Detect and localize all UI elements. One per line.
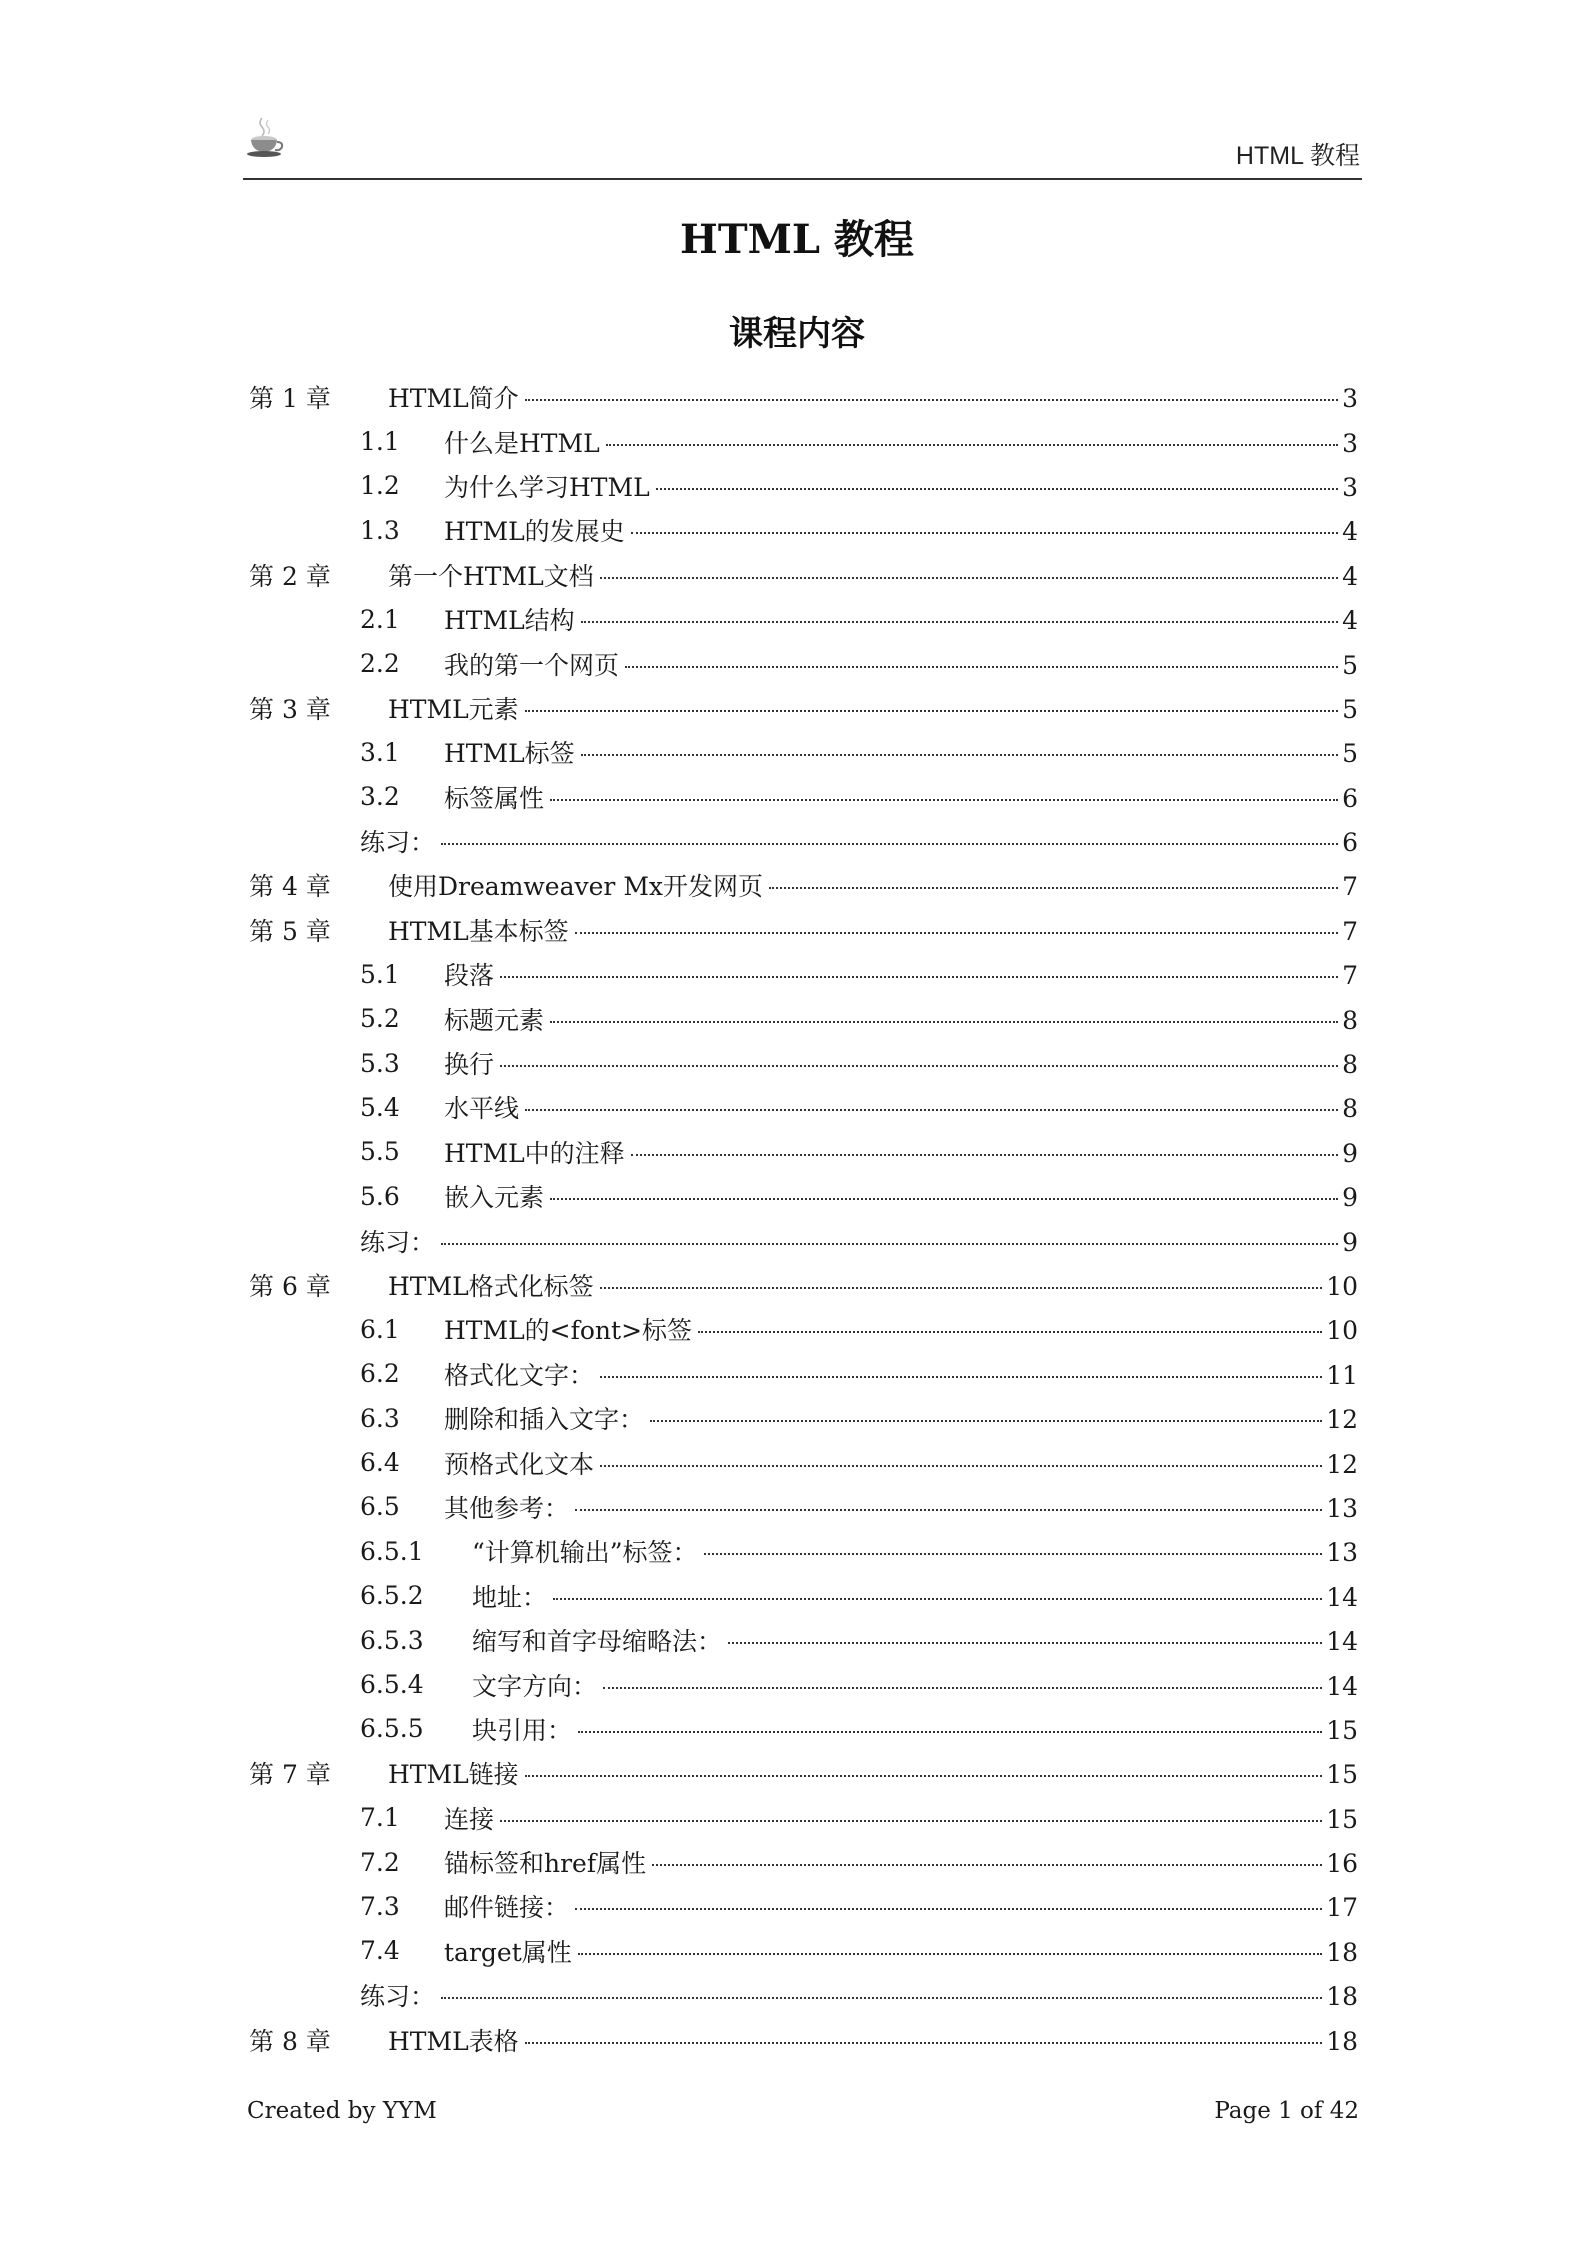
dot-leader bbox=[441, 1997, 1322, 1999]
dot-leader bbox=[550, 1021, 1338, 1023]
toc-entry-line bbox=[444, 1311, 1358, 1347]
toc-entry-page: 8 bbox=[1342, 1094, 1358, 1124]
dot-leader bbox=[603, 1687, 1322, 1689]
toc-entry-page: 14 bbox=[1326, 1582, 1358, 1612]
toc-entry-page: 6 bbox=[1342, 783, 1358, 813]
toc-entry-line bbox=[388, 557, 1358, 593]
toc-section-entry[interactable] bbox=[0, 1085, 1594, 1129]
toc-entry-number: 7.3 bbox=[360, 1891, 400, 1921]
dot-leader bbox=[575, 1908, 1322, 1910]
toc-entry-page: 7 bbox=[1342, 961, 1358, 991]
toc-entry-line bbox=[444, 601, 1358, 637]
toc-entry-line bbox=[444, 1844, 1358, 1880]
dot-leader bbox=[769, 887, 1338, 889]
toc-section-entry[interactable] bbox=[0, 1174, 1594, 1218]
dot-leader bbox=[578, 1731, 1322, 1733]
toc-section-entry[interactable] bbox=[0, 1440, 1594, 1484]
toc-entry-title: 练习： bbox=[360, 828, 436, 858]
toc-section-entry[interactable] bbox=[0, 508, 1594, 552]
toc-chapter-entry[interactable] bbox=[0, 908, 1594, 952]
footer-page-number: Page 1 of 42 bbox=[1214, 2098, 1359, 2124]
toc-entry-title: 标题元素 bbox=[444, 1005, 545, 1035]
toc-entry-number: 5.6 bbox=[360, 1181, 400, 1211]
toc-entry-line bbox=[388, 867, 1358, 903]
dot-leader bbox=[704, 1553, 1323, 1555]
toc-entry-page: 5 bbox=[1342, 739, 1358, 769]
toc-section-entry[interactable] bbox=[0, 996, 1594, 1040]
toc-entry-number: 第 4 章 bbox=[249, 872, 331, 902]
toc-entry-page: 3 bbox=[1342, 428, 1358, 458]
dot-leader bbox=[441, 1243, 1338, 1245]
dot-leader bbox=[606, 444, 1338, 446]
toc-chapter-entry[interactable] bbox=[0, 863, 1594, 907]
toc-entry-title: 什么是HTML bbox=[444, 428, 600, 458]
toc-chapter-entry[interactable] bbox=[0, 1263, 1594, 1307]
dot-leader bbox=[631, 532, 1338, 534]
toc-entry-title: 预格式化文本 bbox=[444, 1449, 595, 1479]
toc-chapter-entry[interactable] bbox=[0, 686, 1594, 730]
toc-entry-number: 5.3 bbox=[360, 1048, 400, 1078]
toc-section-entry[interactable] bbox=[0, 1130, 1594, 1174]
dot-leader bbox=[600, 1376, 1322, 1378]
toc-entry-title: HTML链接 bbox=[388, 1760, 519, 1790]
toc-entry-title: 文字方向： bbox=[472, 1671, 598, 1701]
toc-entry-page: 12 bbox=[1326, 1449, 1358, 1479]
toc-entry-line bbox=[444, 646, 1358, 682]
dot-leader bbox=[441, 843, 1338, 845]
toc-chapter-entry[interactable] bbox=[0, 2017, 1594, 2061]
toc-entry-number: 3.1 bbox=[360, 737, 400, 767]
toc-entry-number: 1.2 bbox=[360, 471, 400, 501]
dot-leader bbox=[631, 1154, 1338, 1156]
toc-section-entry[interactable] bbox=[0, 730, 1594, 774]
toc-entry-page: 4 bbox=[1342, 606, 1358, 636]
toc-section-entry[interactable] bbox=[0, 1929, 1594, 1973]
toc-chapter-entry[interactable] bbox=[0, 1751, 1594, 1795]
toc-entry-line bbox=[444, 1933, 1358, 1969]
toc-entry-number: 6.5.2 bbox=[360, 1581, 424, 1611]
toc-subsubsection-entry[interactable] bbox=[0, 1707, 1594, 1751]
toc-entry-page: 18 bbox=[1326, 1937, 1358, 1967]
toc-entry-number: 6.5.3 bbox=[360, 1625, 424, 1655]
toc-entry-page: 15 bbox=[1326, 1760, 1358, 1790]
table-of-contents bbox=[0, 375, 1594, 2062]
toc-entry-title: HTML标签 bbox=[444, 739, 575, 769]
toc-entry-number: 2.2 bbox=[360, 649, 400, 679]
dot-leader bbox=[600, 1287, 1323, 1289]
header-rule bbox=[243, 178, 1362, 180]
toc-entry-title: 水平线 bbox=[444, 1094, 520, 1124]
toc-entry-line bbox=[388, 1267, 1358, 1303]
toc-entry-number: 5.5 bbox=[360, 1137, 400, 1167]
toc-entry-line bbox=[472, 1667, 1358, 1703]
dot-leader bbox=[575, 932, 1338, 934]
toc-entry-title: 嵌入元素 bbox=[444, 1183, 545, 1213]
dot-leader bbox=[575, 1509, 1322, 1511]
toc-entry-line bbox=[388, 379, 1358, 415]
toc-entry-title: “计算机输出”标签： bbox=[472, 1538, 698, 1568]
toc-entry-line bbox=[472, 1711, 1358, 1747]
dot-leader bbox=[525, 399, 1338, 401]
toc-entry-line bbox=[444, 1489, 1358, 1525]
toc-entry-number: 第 2 章 bbox=[249, 561, 331, 591]
dot-leader bbox=[656, 488, 1338, 490]
toc-entry-title: 缩写和首字母缩略法： bbox=[472, 1627, 723, 1657]
dot-leader bbox=[652, 1864, 1322, 1866]
toc-entry-line bbox=[388, 690, 1358, 726]
toc-section-entry[interactable] bbox=[0, 1840, 1594, 1884]
toc-entry-page: 11 bbox=[1326, 1360, 1358, 1390]
toc-entry-title: HTML表格 bbox=[388, 2026, 519, 2056]
toc-entry-line bbox=[444, 512, 1358, 548]
toc-entry-line bbox=[444, 1445, 1358, 1481]
toc-entry-line bbox=[472, 1578, 1358, 1614]
toc-entry-title: 换行 bbox=[444, 1050, 495, 1080]
toc-entry-number: 5.4 bbox=[360, 1092, 400, 1122]
toc-entry-line bbox=[360, 823, 1358, 859]
toc-entry-page: 14 bbox=[1326, 1627, 1358, 1657]
toc-entry-page: 15 bbox=[1326, 1715, 1358, 1745]
dot-leader bbox=[581, 621, 1338, 623]
toc-entry-number: 第 6 章 bbox=[249, 1272, 331, 1301]
toc-entry-number: 7.4 bbox=[360, 1936, 400, 1966]
toc-entry-page: 13 bbox=[1326, 1493, 1358, 1523]
toc-entry-number: 1.1 bbox=[360, 427, 400, 457]
toc-entry-line bbox=[444, 779, 1358, 815]
dot-leader bbox=[578, 1953, 1322, 1955]
toc-entry-number: 6.5.1 bbox=[360, 1536, 424, 1566]
toc-entry-title: HTML中的注释 bbox=[444, 1138, 625, 1168]
toc-entry-line bbox=[388, 1755, 1358, 1791]
document-title: HTML 教程 bbox=[680, 216, 914, 263]
toc-section-entry[interactable] bbox=[0, 1041, 1594, 1085]
dot-leader bbox=[600, 1465, 1322, 1467]
toc-exercise-entry[interactable] bbox=[0, 819, 1594, 863]
toc-entry-title: 块引用： bbox=[472, 1715, 573, 1745]
toc-section-entry[interactable] bbox=[0, 952, 1594, 996]
toc-entry-page: 15 bbox=[1326, 1804, 1358, 1834]
dot-leader bbox=[698, 1331, 1322, 1333]
toc-section-entry[interactable] bbox=[0, 1884, 1594, 1928]
toc-entry-number: 5.2 bbox=[360, 1004, 400, 1034]
toc-entry-line bbox=[444, 1178, 1358, 1214]
toc-entry-line bbox=[444, 1800, 1358, 1836]
dot-leader bbox=[650, 1420, 1322, 1422]
toc-entry-page: 13 bbox=[1326, 1538, 1358, 1568]
toc-entry-title: 地址： bbox=[472, 1582, 548, 1612]
toc-entry-page: 18 bbox=[1326, 1982, 1358, 2012]
toc-entry-title: target属性 bbox=[444, 1937, 572, 1967]
toc-entry-number: 6.2 bbox=[360, 1359, 400, 1389]
toc-section-entry[interactable] bbox=[0, 597, 1594, 641]
toc-entry-title: 邮件链接： bbox=[444, 1893, 570, 1923]
dot-leader bbox=[550, 1198, 1338, 1200]
toc-entry-number: 6.5.4 bbox=[360, 1670, 424, 1700]
toc-section-entry[interactable] bbox=[0, 464, 1594, 508]
toc-entry-title: 格式化文字： bbox=[444, 1360, 595, 1390]
toc-entry-line bbox=[388, 2022, 1358, 2058]
toc-entry-line bbox=[444, 956, 1358, 992]
toc-entry-number: 第 1 章 bbox=[249, 384, 331, 414]
toc-entry-number: 5.1 bbox=[360, 959, 400, 989]
teacup-logo-icon bbox=[244, 116, 284, 158]
toc-entry-page: 5 bbox=[1342, 694, 1358, 724]
toc-entry-page: 4 bbox=[1342, 561, 1358, 591]
toc-entry-number: 第 7 章 bbox=[249, 1760, 331, 1790]
toc-entry-title: HTML格式化标签 bbox=[388, 1272, 594, 1301]
dot-leader bbox=[500, 976, 1338, 978]
toc-entry-line bbox=[388, 912, 1358, 948]
toc-entry-page: 9 bbox=[1342, 1183, 1358, 1213]
toc-chapter-entry[interactable] bbox=[0, 553, 1594, 597]
toc-entry-number: 7.1 bbox=[360, 1803, 400, 1833]
toc-entry-title: 为什么学习HTML bbox=[444, 472, 650, 502]
toc-entry-line bbox=[472, 1622, 1358, 1658]
dot-leader bbox=[500, 1820, 1322, 1822]
toc-entry-page: 10 bbox=[1326, 1272, 1358, 1301]
toc-entry-page: 3 bbox=[1342, 384, 1358, 414]
toc-entry-title: HTML简介 bbox=[388, 384, 519, 414]
dot-leader bbox=[625, 666, 1338, 668]
toc-section-entry[interactable] bbox=[0, 775, 1594, 819]
dot-leader bbox=[525, 710, 1338, 712]
toc-entry-page: 18 bbox=[1326, 2026, 1358, 2056]
toc-entry-line bbox=[444, 1045, 1358, 1081]
toc-entry-line bbox=[472, 1533, 1358, 1569]
dot-leader bbox=[600, 577, 1338, 579]
toc-entry-number: 1.3 bbox=[360, 515, 400, 545]
toc-section-entry[interactable] bbox=[0, 1485, 1594, 1529]
running-header-title: HTML 教程 bbox=[1235, 142, 1360, 170]
dot-leader bbox=[525, 1775, 1323, 1777]
toc-entry-number: 第 5 章 bbox=[249, 916, 331, 946]
toc-section-entry[interactable] bbox=[0, 641, 1594, 685]
toc-entry-line bbox=[444, 1356, 1358, 1392]
toc-entry-title: 使用Dreamweaver Mx开发网页 bbox=[388, 872, 764, 902]
toc-section-entry[interactable] bbox=[0, 1307, 1594, 1351]
toc-entry-page: 3 bbox=[1342, 472, 1358, 502]
toc-entry-number: 6.5.5 bbox=[360, 1714, 424, 1744]
toc-entry-title: 删除和插入文字： bbox=[444, 1405, 645, 1435]
dot-leader bbox=[550, 799, 1338, 801]
dot-leader bbox=[728, 1642, 1322, 1644]
toc-subsubsection-entry[interactable] bbox=[0, 1529, 1594, 1573]
toc-section-entry[interactable] bbox=[0, 1796, 1594, 1840]
toc-section-entry[interactable] bbox=[0, 1396, 1594, 1440]
dot-leader bbox=[581, 754, 1338, 756]
toc-entry-number: 7.2 bbox=[360, 1847, 400, 1877]
toc-entry-page: 6 bbox=[1342, 828, 1358, 858]
toc-entry-number: 第 8 章 bbox=[249, 2026, 331, 2056]
dot-leader bbox=[500, 1065, 1338, 1067]
toc-entry-title: HTML结构 bbox=[444, 606, 575, 636]
toc-entry-line bbox=[360, 1977, 1358, 2013]
toc-entry-page: 4 bbox=[1342, 517, 1358, 547]
toc-entry-title: 练习： bbox=[360, 1982, 436, 2012]
toc-entry-page: 10 bbox=[1326, 1316, 1358, 1346]
toc-entry-number: 3.2 bbox=[360, 782, 400, 812]
dot-leader bbox=[553, 1598, 1322, 1600]
toc-entry-line bbox=[444, 1001, 1358, 1037]
toc-entry-page: 9 bbox=[1342, 1138, 1358, 1168]
toc-entry-title: HTML元素 bbox=[388, 694, 519, 724]
toc-entry-page: 7 bbox=[1342, 916, 1358, 946]
toc-entry-title: 练习： bbox=[360, 1227, 436, 1257]
dot-leader bbox=[525, 1109, 1338, 1111]
toc-entry-line bbox=[444, 1400, 1358, 1436]
toc-entry-number: 6.1 bbox=[360, 1314, 400, 1344]
toc-entry-line bbox=[444, 1089, 1358, 1125]
toc-entry-number: 2.1 bbox=[360, 604, 400, 634]
toc-entry-title: HTML基本标签 bbox=[388, 916, 569, 946]
toc-entry-number: 第 3 章 bbox=[249, 694, 331, 724]
toc-subsubsection-entry[interactable] bbox=[0, 1662, 1594, 1706]
toc-entry-number: 6.5 bbox=[360, 1492, 400, 1522]
toc-entry-page: 14 bbox=[1326, 1671, 1358, 1701]
toc-entry-title: 段落 bbox=[444, 961, 495, 991]
toc-entry-page: 16 bbox=[1326, 1849, 1358, 1879]
toc-exercise-entry[interactable] bbox=[0, 1218, 1594, 1262]
toc-entry-title: 连接 bbox=[444, 1804, 495, 1834]
toc-entry-page: 12 bbox=[1326, 1405, 1358, 1435]
toc-section-entry[interactable] bbox=[0, 419, 1594, 463]
toc-entry-title: 其他参考： bbox=[444, 1493, 570, 1523]
toc-entry-line bbox=[444, 424, 1358, 460]
toc-entry-number: 6.3 bbox=[360, 1403, 400, 1433]
toc-entry-line bbox=[444, 1888, 1358, 1924]
toc-entry-page: 17 bbox=[1326, 1893, 1358, 1923]
toc-entry-line bbox=[360, 1223, 1358, 1259]
toc-heading: 课程内容 bbox=[729, 314, 865, 354]
toc-entry-title: 标签属性 bbox=[444, 783, 545, 813]
toc-entry-page: 8 bbox=[1342, 1005, 1358, 1035]
toc-entry-page: 8 bbox=[1342, 1050, 1358, 1080]
toc-subsubsection-entry[interactable] bbox=[0, 1618, 1594, 1662]
toc-entry-page: 9 bbox=[1342, 1227, 1358, 1257]
toc-entry-title: 锚标签和href属性 bbox=[444, 1849, 647, 1879]
toc-entry-title: HTML的发展史 bbox=[444, 517, 625, 547]
toc-entry-title: HTML的<font>标签 bbox=[444, 1316, 693, 1346]
toc-chapter-entry[interactable] bbox=[0, 375, 1594, 419]
toc-entry-page: 5 bbox=[1342, 650, 1358, 680]
toc-exercise-entry[interactable] bbox=[0, 1973, 1594, 2017]
toc-section-entry[interactable] bbox=[0, 1352, 1594, 1396]
toc-subsubsection-entry[interactable] bbox=[0, 1574, 1594, 1618]
toc-entry-line bbox=[444, 468, 1358, 504]
dot-leader bbox=[525, 2042, 1323, 2044]
toc-entry-line bbox=[444, 1134, 1358, 1170]
toc-entry-number: 6.4 bbox=[360, 1448, 400, 1478]
toc-entry-line bbox=[444, 734, 1358, 770]
toc-entry-page: 7 bbox=[1342, 872, 1358, 902]
toc-entry-title: 我的第一个网页 bbox=[444, 650, 620, 680]
footer-author: Created by YYM bbox=[247, 2098, 437, 2124]
toc-entry-title: 第一个HTML文档 bbox=[388, 561, 594, 591]
